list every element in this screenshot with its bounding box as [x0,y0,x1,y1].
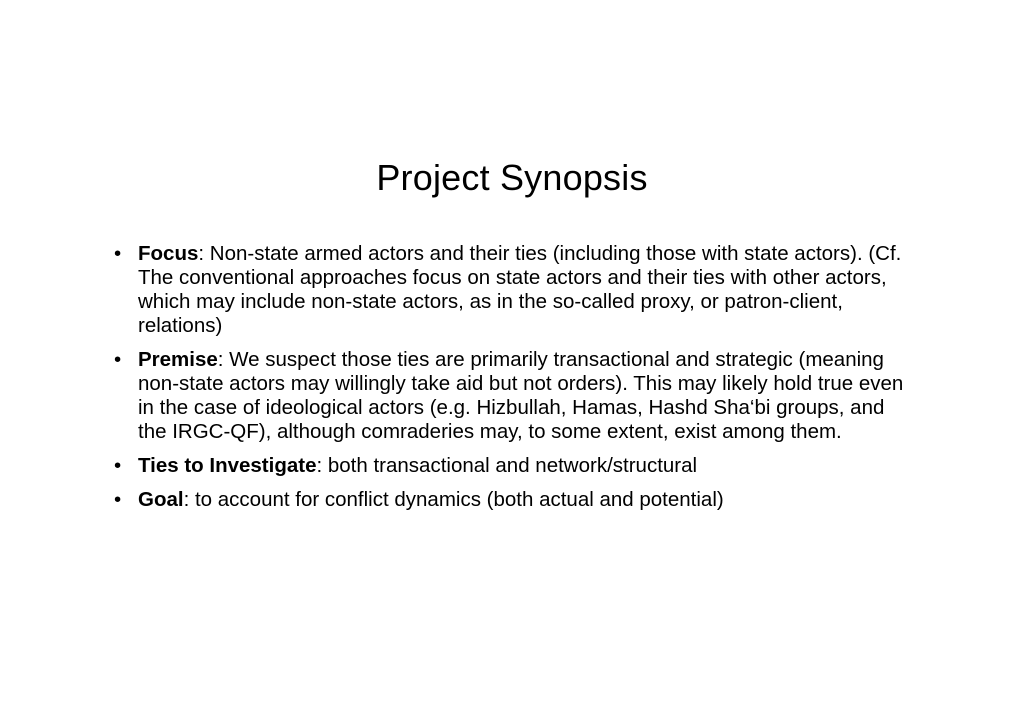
bullet-item-focus [114,242,914,338]
bullet-item-ties [114,454,914,478]
bullet-lead: Goal [138,488,184,511]
bullet-text: : Non-state armed actors and their ties (including those with state actors). (Cf. The conventional approaches focus on state actors and their ties with other actors, which may include non-state actors, as in the so-called proxy, or patron-client, relations) [138,242,902,337]
bullet-dot-icon: • [114,242,122,265]
bullet-list [114,242,914,522]
bullet-lead: Premise [138,348,218,371]
bullet-text: : We suspect those ties are primarily transactional and strategic (meaning non-state actors may willingly take aid but not orders). This may likely hold true even in the case of ideological actors (e.g. Hizbullah, Hamas, Hashd Sha‘bi groups, and the IRGC-QF), although comraderies may, to some extent, exist among them. [138,348,904,443]
bullet-text: : to account for conflict dynamics (both actual and potential) [183,488,724,511]
bullet-item-goal [114,488,914,512]
bullet-lead: Ties to Investigate [138,454,317,477]
bullet-text: : both transactional and network/structural [316,454,698,477]
bullet-item-premise [114,348,914,444]
bullet-dot-icon: • [114,348,122,371]
slide-title: Project Synopsis [376,157,648,198]
bullet-lead: Focus [138,242,199,265]
bullet-dot-icon: • [114,488,122,511]
bullet-dot-icon: • [114,454,122,477]
